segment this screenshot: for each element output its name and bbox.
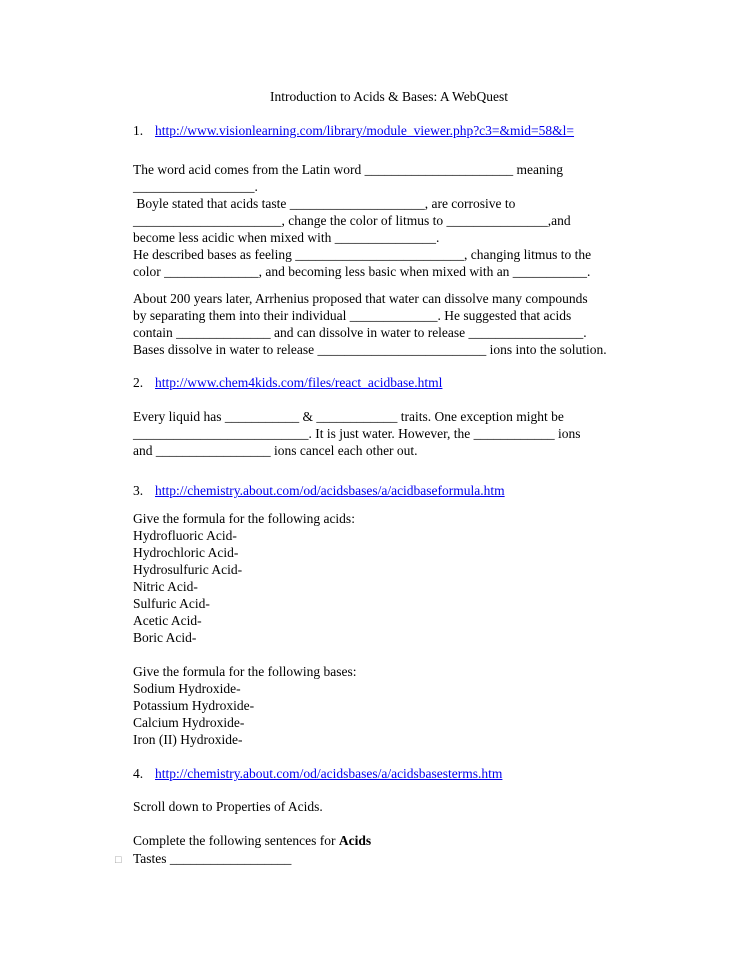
item-number-1: 1. [133,123,144,138]
instruction-prefix: Complete the following sentences for [133,833,339,848]
checkbox-bullet-icon: □ [115,854,122,866]
text-line: by separating them into their individual _____________. He suggested that acids [133,308,572,323]
text-line: __________________________. It is just water. However, the ____________ ions [133,426,581,441]
acid-item: Hydrosulfuric Acid- [133,562,243,577]
paragraph-acid-origin [133,161,645,280]
text-line: The word acid comes from the Latin word ______________________ meaning [133,162,564,177]
link-acidsbasesterms[interactable]: http://chemistry.about.com/od/acidsbases/a/acidsbasesterms.htm [155,766,503,781]
acids-list-heading: Give the formula for the following acids: [133,511,355,526]
text-line: color ______________, and becoming less basic when mixed with an ___________. [133,264,591,279]
acid-item: Hydrochloric Acid- [133,545,239,560]
text-line: and _________________ ions cancel each other out. [133,443,418,458]
text-line: Bases dissolve in water to release _________________________ ions into the solution. [133,342,607,357]
text-line: contain ______________ and can dissolve in water to release _________________. [133,325,587,340]
acid-item: Sulfuric Acid- [133,596,210,611]
numbered-link-item-2 [133,374,645,391]
acid-item: Acetic Acid- [133,613,202,628]
base-item: Iron (II) Hydroxide- [133,732,243,747]
text-line: become less acidic when mixed with _______________. [133,230,440,245]
text-line: Every liquid has ___________ & ____________ traits. One exception might be [133,409,564,424]
acid-item: Hydrofluoric Acid- [133,528,237,543]
bases-formula-list [133,663,645,748]
paragraph-liquid-traits [133,408,645,459]
scroll-instruction: Scroll down to Properties of Acids. [133,799,323,814]
text-line: Boyle stated that acids taste ____________________, are corrosive to [133,196,516,211]
bullet-text: Tastes __________________ [133,851,292,866]
numbered-link-item-3 [133,482,645,499]
link-acidbaseformula[interactable]: http://chemistry.about.com/od/acidsbases/a/acidbaseformula.htm [155,483,505,498]
link-visionlearning[interactable]: http://www.visionlearning.com/library/module_viewer.php?c3=&mid=58&l= [155,123,575,138]
acid-item: Boric Acid- [133,630,197,645]
text-line: ______________________, change the color of litmus to _______________,and [133,213,571,228]
text-line: He described bases as feeling _________________________, changing litmus to the [133,247,592,262]
item-number-4: 4. [133,766,144,781]
instruction-bold-word: Acids [338,833,372,848]
text-line: About 200 years later, Arrhenius proposed that water can dissolve many compounds [133,291,588,306]
checkbox-list-item-tastes [115,850,645,869]
base-item: Sodium Hydroxide- [133,681,241,696]
base-item: Potassium Hydroxide- [133,698,255,713]
base-item: Calcium Hydroxide- [133,715,245,730]
page-title: Introduction to Acids & Bases: A WebQuest [270,89,508,104]
item-number-2: 2. [133,375,144,390]
complete-sentences-instruction [133,832,645,849]
text-line: __________________. [133,179,258,194]
item-number-3: 3. [133,483,144,498]
acid-item: Nitric Acid- [133,579,198,594]
numbered-link-item-1 [133,122,645,139]
bases-list-heading: Give the formula for the following bases: [133,664,357,679]
link-chem4kids[interactable]: http://www.chem4kids.com/files/react_acidbase.html [155,375,443,390]
numbered-link-item-4 [133,765,645,782]
paragraph-arrhenius [133,290,645,358]
acids-formula-list [133,510,645,646]
